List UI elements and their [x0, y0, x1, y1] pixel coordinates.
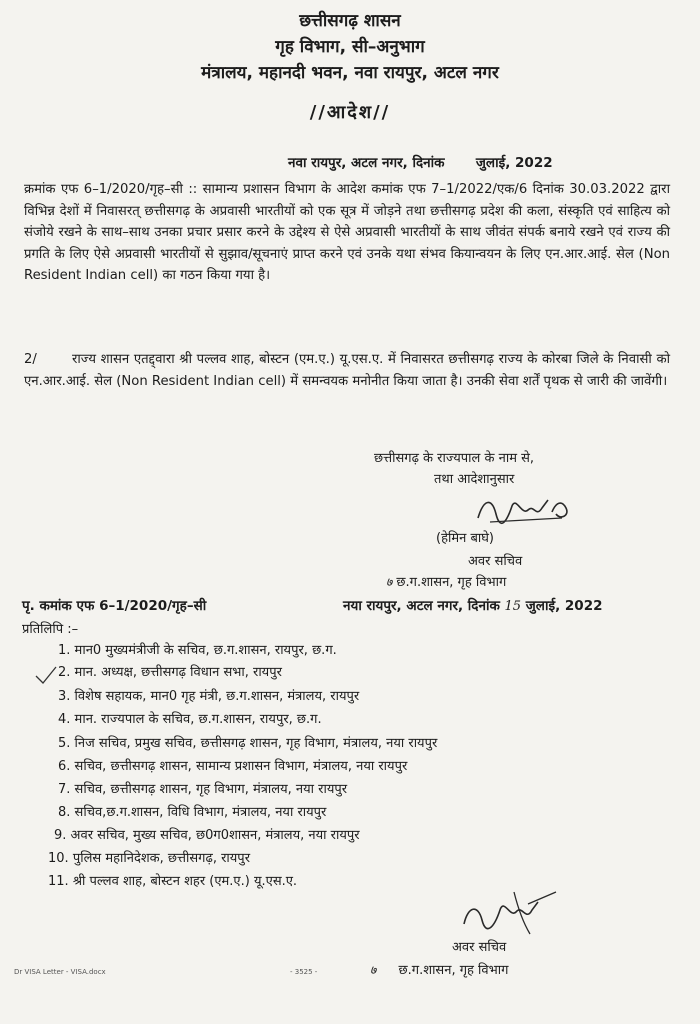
endorsement-date-handwritten: 15: [504, 599, 522, 614]
handwritten-mark: ७: [386, 575, 393, 589]
endorsement-place: नया रायपुर, अटल नगर, दिनांक: [343, 598, 500, 614]
handwritten-signature-2: [454, 888, 564, 938]
signatory-name: (हेमिन बाघे): [436, 531, 495, 546]
signatory-department: [386, 572, 506, 590]
footer-page-ref: - 3525 -: [290, 968, 318, 976]
paragraph-2-text: राज्य शासन एतद्द्वारा श्री पल्लव शाह, बोस्टन (एम.ए.) यू.एस.ए. में निवासरत छत्तीसगढ़ राज्य के कोरबा जिले के निवासी को एन.आर.आई. सेल (Non Resident Indian cell) में समन्वयक मनोनीत किया जाता है। उनकी सेवा शर्तें पृथक से जारी की जावेंगी।: [24, 352, 670, 389]
handwritten-tick-mark: [34, 664, 58, 686]
list-item: 9. अवर सचिव, मुख्य सचिव, छ0ग0शासन, मंत्रालय, नया रायपुर: [54, 828, 360, 843]
order-paragraph-2: [24, 349, 670, 392]
signatory-2-department-text: छ.ग.शासन, गृह विभाग: [398, 963, 509, 978]
header-line-address: मंत्रालय, महानदी भवन, नवा रायपुर, अटल नगर: [201, 63, 499, 83]
header-line-department: गृह विभाग, सी–अनुभाग: [275, 37, 425, 57]
list-item: 6. सचिव, छत्तीसगढ़ शासन, सामान्य प्रशासन विभाग, मंत्रालय, नया रायपुर: [58, 759, 408, 774]
list-item: 11. श्री पल्लव शाह, बोस्टन शहर (एम.ए.) यू.एस.ए.: [48, 874, 298, 889]
copy-to-label: प्रतिलिपि :–: [22, 622, 79, 637]
list-item: 1. मान0 मुख्यमंत्रीजी के सचिव, छ.ग.शासन, रायपुर, छ.ग.: [58, 643, 337, 658]
dateline-place: नवा रायपुर, अटल नगर, दिनांक: [288, 155, 445, 171]
header-line-government: छत्तीसगढ़ शासन: [299, 11, 401, 31]
list-item: 2. मान. अध्यक्ष, छत्तीसगढ़ विधान सभा, रायपुर: [58, 665, 282, 680]
signatory-2-designation: अवर सचिव: [452, 940, 507, 955]
handwritten-signature-1: [470, 488, 580, 532]
handwritten-mark-2: ७: [370, 963, 377, 977]
endorsement-number: पृ. कमांक एफ 6–1/2020/गृह–सी: [22, 598, 207, 614]
signatory-department-text: छ.ग.शासन, गृह विभाग: [396, 575, 507, 590]
footer-filename: Dr VISA Letter - VISA.docx: [14, 968, 106, 976]
list-item: 4. मान. राज्यपाल के सचिव, छ.ग.शासन, रायपुर, छ.ग.: [58, 712, 322, 727]
signatory-designation: अवर सचिव: [468, 554, 523, 569]
list-item: 8. सचिव,छ.ग.शासन, विधि विभाग, मंत्रालय, नया रायपुर: [58, 805, 327, 820]
list-item: 7. सचिव, छत्तीसगढ़ शासन, गृह विभाग, मंत्रालय, नया रायपुर: [58, 782, 348, 797]
endorsement-date: जुलाई, 2022: [525, 598, 603, 614]
endorsement-dateline: [343, 596, 602, 614]
list-item: 3. विशेष सहायक, मान0 गृह मंत्री, छ.ग.शासन, मंत्रालय, रायपुर: [58, 689, 360, 704]
signature-order-line: तथा आदेशानुसार: [434, 472, 515, 487]
list-item: 10. पुलिस महानिदेशक, छत्तीसगढ़, रायपुर: [48, 851, 251, 866]
signatory-2-department: [370, 960, 508, 978]
paragraph-2-number: 2/: [24, 352, 37, 367]
order-paragraph-1: क्रमांक एफ 6–1/2020/गृह–सी :: सामान्य प्रशासन विभाग के आदेश कमांक एफ 7–1/2022/एक/6 दिनांक 30.03.2022 द्वारा विभिन्न देशों में निवासरत् छत्तीसगढ़ के अप्रवासी भारतीयों को एक सूत्र में जोड़ने तथा छत्तीसगढ़ प्रदेश की कला, संस्कृति एवं साहित्य को संजोये रखने के साथ–साथ उनका प्रचार प्रसार करने के उद्देश्य से ऐसे अप्रवासी भारतीयों के साथ जीवंत संपर्क बनाये रखने एवं राज्य की प्रगति के लिए ऐसे अप्रवासी भारतीयों से सुझाव/सूचनाएं प्राप्त करने एवं उनके यथा संभव कियान्वयन के लिए एन.आर.आई. सेल (Non Resident Indian cell) का गठन किया गया है।: [24, 182, 670, 283]
list-item: 5. निज सचिव, प्रमुख सचिव, छत्तीसगढ़ शासन, गृह विभाग, मंत्रालय, नया रायपुर: [58, 736, 438, 751]
dateline: [288, 153, 553, 171]
signature-authority-line: छत्तीसगढ़ के राज्यपाल के नाम से,: [374, 451, 535, 466]
dateline-date: जुलाई, 2022: [475, 155, 553, 171]
order-title: //आदेश//: [309, 102, 391, 123]
